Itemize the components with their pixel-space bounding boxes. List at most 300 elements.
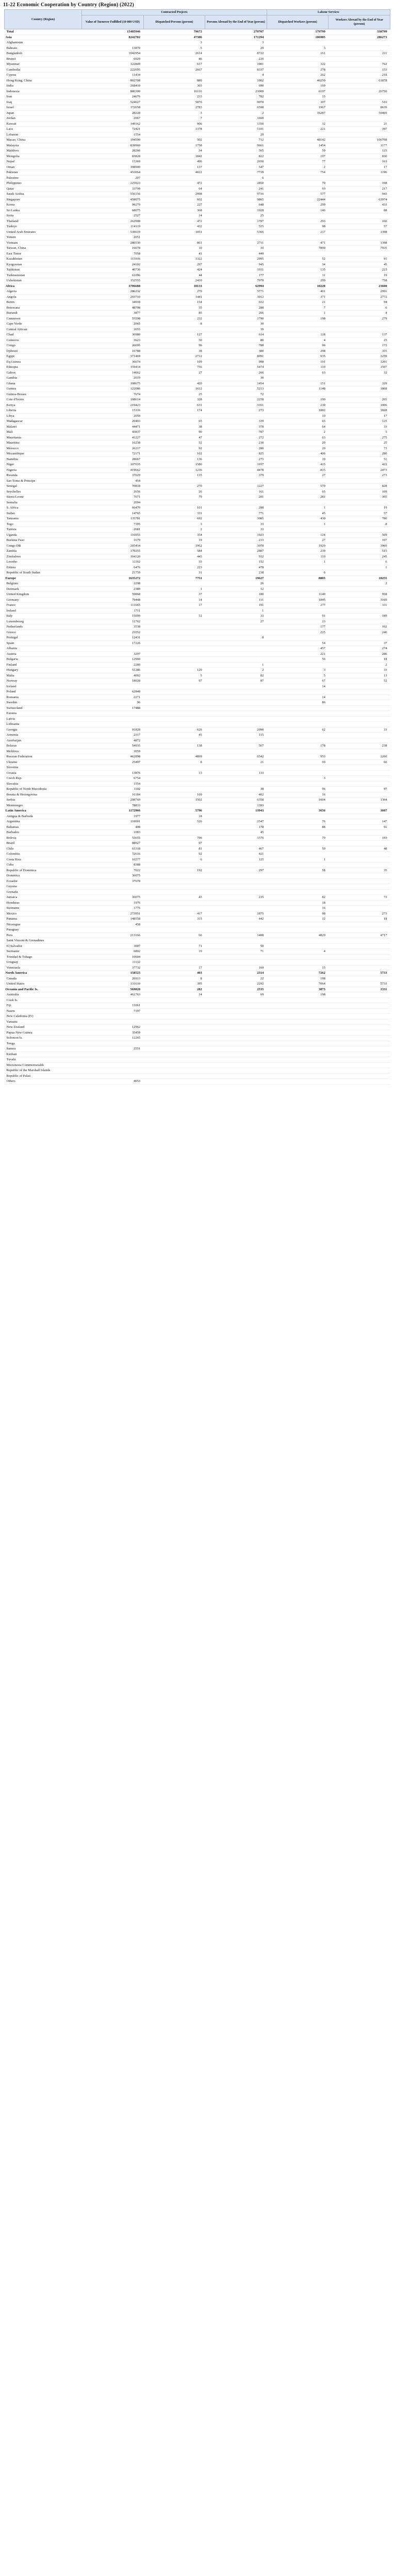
value-cell: [143, 997, 205, 1003]
value-cell: [205, 954, 267, 960]
value-cell: [205, 1025, 267, 1030]
value-cell: 146: [267, 208, 329, 213]
value-cell: 92: [143, 852, 205, 857]
value-cell: 303: [143, 83, 205, 89]
table-title: 11-22 Economic Cooperation by Country (Region) (2022): [3, 2, 134, 8]
country-cell: Uruguay: [5, 960, 82, 965]
value-cell: 3538: [82, 624, 144, 630]
value-cell: 6754: [82, 776, 144, 782]
value-cell: 7395: [82, 521, 144, 527]
table-row: [5, 808, 390, 814]
value-cell: [143, 1041, 205, 1046]
value-cell: [205, 1052, 267, 1057]
value-cell: 5: [143, 45, 205, 51]
value-cell: [267, 1079, 329, 1084]
country-cell: New Caledonia (Fr): [5, 1014, 82, 1020]
value-cell: 2712: [143, 354, 205, 360]
value-cell: 35: [329, 868, 390, 873]
value-cell: [267, 927, 329, 933]
value-cell: [267, 1062, 329, 1068]
table-row: [5, 267, 390, 273]
country-cell: Jamaica: [5, 895, 82, 901]
value-cell: 1758: [143, 143, 205, 148]
value-cell: 109: [329, 489, 390, 495]
value-cell: 110: [267, 365, 329, 370]
value-cell: 648: [205, 202, 267, 208]
header-group-contracted: Contracted Projects: [82, 10, 267, 15]
country-cell: Central African: [5, 327, 82, 332]
value-cell: 37732: [82, 965, 144, 971]
value-cell: 270: [143, 484, 205, 489]
table-row: [5, 511, 390, 516]
country-cell: Vanuatu: [5, 1019, 82, 1025]
value-cell: 932: [205, 554, 267, 560]
value-cell: 154: [143, 300, 205, 306]
value-cell: 46250: [267, 78, 329, 83]
table-row: [5, 694, 390, 700]
header-workers-abroad: Workers Abroad by the End of Year (person): [329, 15, 390, 29]
value-cell: 631: [143, 402, 205, 408]
value-cell: 18028: [82, 679, 144, 684]
country-cell: Tuvalu: [5, 1057, 82, 1063]
value-cell: 29: [205, 45, 267, 51]
value-cell: [205, 478, 267, 484]
value-cell: 1350: [205, 121, 267, 127]
value-cell: 1454: [205, 381, 267, 386]
country-cell: Cyprus: [5, 73, 82, 78]
value-cell: 1790: [205, 316, 267, 321]
value-cell: [143, 132, 205, 138]
country-cell: Macao, China: [5, 138, 82, 143]
value-cell: 273951: [82, 911, 144, 917]
value-cell: [143, 175, 205, 181]
value-cell: [329, 906, 390, 911]
value-cell: 266: [205, 311, 267, 316]
value-cell: 273: [329, 911, 390, 917]
table-row: [5, 402, 390, 408]
value-cell: [205, 1041, 267, 1046]
value-cell: 225923: [82, 181, 144, 187]
value-cell: 133: [205, 770, 267, 776]
value-cell: [205, 1062, 267, 1068]
value-cell: [205, 814, 267, 819]
table-row: [5, 700, 390, 706]
value-cell: 331: [143, 511, 205, 516]
country-cell: Israel: [5, 105, 82, 111]
country-cell: Colombia: [5, 852, 82, 857]
value-cell: 1201: [329, 359, 390, 365]
value-cell: 137: [329, 332, 390, 338]
country-cell: North America: [5, 971, 82, 976]
table-row: [5, 381, 390, 386]
table-row: [5, 738, 390, 743]
table-row: [5, 976, 390, 981]
country-cell: Costa Rica: [5, 857, 82, 862]
value-cell: 14765: [82, 511, 144, 516]
value-cell: 62: [267, 727, 329, 733]
country-cell: Austria: [5, 651, 82, 657]
table-row: [5, 327, 390, 332]
country-cell: Ethiopia: [5, 365, 82, 370]
value-cell: 958: [329, 592, 390, 598]
value-cell: 25: [205, 213, 267, 219]
country-cell: Bangladesh: [5, 51, 82, 57]
country-cell: Togo: [5, 521, 82, 527]
value-cell: 2410: [143, 278, 205, 284]
value-cell: 102: [329, 624, 390, 630]
value-cell: 90: [143, 430, 205, 435]
value-cell: 10604: [82, 954, 144, 960]
value-cell: 72616: [82, 852, 144, 857]
value-cell: [267, 705, 329, 711]
country-cell: Palestine: [5, 175, 82, 181]
country-cell: Iran: [5, 94, 82, 100]
table-row: [5, 570, 390, 576]
country-cell: Armenia: [5, 733, 82, 738]
value-cell: [267, 803, 329, 808]
value-cell: [205, 500, 267, 505]
value-cell: 21: [267, 300, 329, 306]
value-cell: 16577: [82, 857, 144, 862]
country-cell: Kuwait: [5, 121, 82, 127]
country-cell: Namibia: [5, 456, 82, 462]
header-dispatched-workers: Dispatched Workers (person): [267, 15, 329, 29]
value-cell: [143, 878, 205, 884]
value-cell: 59469: [329, 110, 390, 116]
value-cell: 16078: [82, 246, 144, 251]
value-cell: [82, 711, 144, 717]
value-cell: 3012: [205, 294, 267, 300]
table-row: [5, 251, 390, 257]
value-cell: [143, 873, 205, 879]
value-cell: 712: [205, 138, 267, 143]
value-cell: [267, 943, 329, 949]
value-cell: [329, 56, 390, 62]
value-cell: 5771: [205, 289, 267, 295]
value-cell: 50: [143, 337, 205, 343]
value-cell: [205, 738, 267, 743]
value-cell: 780: [329, 516, 390, 522]
value-cell: 3623: [82, 337, 144, 343]
value-cell: [329, 716, 390, 722]
value-cell: 65: [143, 419, 205, 425]
value-cell: 97: [143, 679, 205, 684]
value-cell: 91: [329, 824, 390, 830]
table-row: [5, 1041, 390, 1046]
table-row: [5, 906, 390, 911]
value-cell: 5876: [143, 99, 205, 105]
value-cell: [82, 1068, 144, 1074]
value-cell: 66: [143, 933, 205, 938]
value-cell: 38: [143, 348, 205, 354]
table-row: [5, 240, 390, 246]
country-cell: Finland: [5, 662, 82, 668]
value-cell: 1006: [329, 402, 390, 408]
value-cell: [267, 1052, 329, 1057]
value-cell: 3169: [329, 597, 390, 603]
value-cell: 4: [267, 337, 329, 343]
value-cell: 275: [205, 456, 267, 462]
value-cell: 213166: [82, 933, 144, 938]
value-cell: [143, 776, 205, 782]
table-row: [5, 581, 390, 587]
value-cell: 2: [329, 581, 390, 587]
country-cell: Chile: [5, 846, 82, 852]
table-row: [5, 386, 390, 392]
country-cell: Korea: [5, 202, 82, 208]
value-cell: 58: [267, 868, 329, 873]
value-cell: [205, 684, 267, 689]
value-cell: 771: [205, 511, 267, 516]
country-cell: Sierra Leone: [5, 495, 82, 500]
value-cell: 10: [205, 246, 267, 251]
value-cell: 16116: [143, 89, 205, 94]
country-cell: Saint Vincent & Grenadines: [5, 938, 82, 944]
table-row: [5, 484, 390, 489]
value-cell: [329, 527, 390, 533]
value-cell: 467: [205, 846, 267, 852]
value-cell: [329, 830, 390, 836]
value-cell: 239: [267, 549, 329, 554]
value-cell: 97: [329, 787, 390, 792]
table-row: [5, 1019, 390, 1025]
value-cell: 461763: [82, 992, 144, 998]
table-row: [5, 300, 390, 306]
value-cell: 7751: [143, 575, 205, 581]
country-cell: Sao Tome & Principe: [5, 478, 82, 484]
table-row: [5, 965, 390, 971]
value-cell: [267, 1036, 329, 1041]
value-cell: [143, 581, 205, 587]
value-cell: [82, 40, 144, 46]
table-row: [5, 868, 390, 873]
value-cell: 449: [205, 251, 267, 257]
table-row: [5, 78, 390, 83]
value-cell: 166: [329, 218, 390, 224]
table-row: [5, 321, 390, 327]
value-cell: [329, 1073, 390, 1079]
value-cell: [329, 781, 390, 787]
value-cell: 570: [267, 484, 329, 489]
table-row: [5, 159, 390, 165]
value-cell: [267, 116, 329, 122]
value-cell: 1454: [267, 143, 329, 148]
value-cell: [267, 608, 329, 614]
value-cell: 11762: [82, 619, 144, 624]
value-cell: [329, 500, 390, 505]
table-row: [5, 229, 390, 235]
value-cell: 1845: [267, 597, 329, 603]
country-cell: Luxembourg: [5, 619, 82, 624]
value-cell: 2389: [82, 586, 144, 592]
value-cell: [329, 992, 390, 998]
country-cell: East Timor: [5, 251, 82, 257]
value-cell: 148558: [82, 917, 144, 922]
value-cell: 50: [205, 943, 267, 949]
value-cell: 3: [205, 40, 267, 46]
value-cell: 171294: [205, 35, 267, 40]
country-cell: Belgium: [5, 581, 82, 587]
table-row: [5, 673, 390, 679]
value-cell: 18: [267, 900, 329, 906]
value-cell: 91: [329, 257, 390, 262]
table-row: [5, 954, 390, 960]
value-cell: 172658: [82, 105, 144, 111]
table-row: [5, 603, 390, 608]
value-cell: [329, 619, 390, 624]
value-cell: [329, 1019, 390, 1025]
value-cell: [82, 1041, 144, 1046]
table-row: [5, 446, 390, 451]
value-cell: 13870: [82, 45, 144, 51]
value-cell: 26913: [82, 976, 144, 981]
value-cell: 43837: [82, 430, 144, 435]
value-cell: 41227: [82, 435, 144, 440]
value-cell: [82, 1052, 144, 1057]
value-cell: 22: [205, 976, 267, 981]
table-row: [5, 987, 390, 992]
value-cell: 3: [143, 110, 205, 116]
table-row: [5, 554, 390, 560]
value-cell: 397: [329, 127, 390, 132]
value-cell: [205, 1030, 267, 1036]
value-cell: 178: [205, 824, 267, 830]
value-cell: 69: [267, 759, 329, 765]
value-cell: 72171: [82, 451, 144, 457]
value-cell: 3: [143, 521, 205, 527]
value-cell: 45: [329, 262, 390, 267]
value-cell: 23: [329, 337, 390, 343]
value-cell: 4478: [205, 467, 267, 473]
value-cell: [329, 392, 390, 397]
value-cell: [82, 1014, 144, 1020]
value-cell: 122086: [82, 386, 144, 392]
value-cell: 230: [205, 440, 267, 446]
value-cell: 861: [143, 240, 205, 246]
value-cell: [205, 906, 267, 911]
table-row: [5, 684, 390, 689]
table-row: [5, 505, 390, 511]
value-cell: 28667: [82, 456, 144, 462]
table-row: [5, 175, 390, 181]
value-cell: 96: [82, 700, 144, 706]
value-cell: 61096: [82, 273, 144, 278]
value-cell: 47306: [143, 35, 205, 40]
table-row: [5, 110, 390, 116]
country-cell: United States: [5, 981, 82, 987]
value-cell: [82, 927, 144, 933]
country-cell: Czech Rep.: [5, 776, 82, 782]
value-cell: [329, 776, 390, 782]
value-cell: 328: [143, 397, 205, 403]
table-row: [5, 803, 390, 808]
table-row: [5, 1008, 390, 1014]
value-cell: 106985: [267, 35, 329, 40]
table-row: [5, 971, 390, 976]
value-cell: 22444: [267, 197, 329, 202]
value-cell: [143, 500, 205, 505]
value-cell: [205, 651, 267, 657]
table-row: [5, 852, 390, 857]
table-row: [5, 365, 390, 370]
value-cell: 339: [205, 419, 267, 425]
country-cell: Albania: [5, 646, 82, 652]
value-cell: 79672: [143, 29, 205, 35]
table-header: [5, 10, 390, 29]
value-cell: 298769: [82, 798, 144, 803]
value-cell: 96: [143, 343, 205, 349]
value-cell: [205, 716, 267, 722]
country-cell: Uganda: [5, 532, 82, 538]
country-cell: Brunei: [5, 56, 82, 62]
country-cell: Liberia: [5, 408, 82, 414]
country-cell: Mali: [5, 430, 82, 435]
country-cell: Honduras: [5, 900, 82, 906]
table-row: [5, 489, 390, 495]
value-cell: 424: [143, 267, 205, 273]
value-cell: 788: [205, 343, 267, 349]
value-cell: 2995: [205, 257, 267, 262]
value-cell: [143, 635, 205, 641]
value-cell: 37: [329, 640, 390, 646]
value-cell: 457: [267, 646, 329, 652]
value-cell: [267, 132, 329, 138]
table-row: [5, 873, 390, 879]
country-cell: Cuba: [5, 862, 82, 868]
table-row: [5, 435, 390, 440]
value-cell: 6: [329, 305, 390, 311]
value-cell: 6542: [205, 754, 267, 760]
value-cell: 297: [205, 868, 267, 873]
value-cell: 5: [143, 673, 205, 679]
country-cell: Tunisia: [5, 527, 82, 533]
value-cell: [329, 922, 390, 927]
value-cell: 66470: [82, 505, 144, 511]
country-cell: Tonga: [5, 1041, 82, 1046]
table-row: [5, 798, 390, 803]
value-cell: [205, 689, 267, 695]
country-cell: Taiwan, China: [5, 246, 82, 251]
country-cell: Tajikistan: [5, 267, 82, 273]
country-cell: Cote d'Ivoire: [5, 397, 82, 403]
value-cell: [267, 662, 329, 668]
value-cell: 51286: [82, 668, 144, 673]
value-cell: 41: [143, 251, 205, 257]
country-cell: Sweden: [5, 700, 82, 706]
value-cell: [267, 884, 329, 890]
country-cell: Syria: [5, 213, 82, 219]
value-cell: 25: [143, 392, 205, 397]
value-cell: 355: [329, 348, 390, 354]
table-row: [5, 332, 390, 338]
value-cell: [143, 1036, 205, 1041]
value-cell: 371469: [82, 354, 144, 360]
table-row: [5, 1079, 390, 1084]
value-cell: 3607: [329, 808, 390, 814]
table-row: [5, 294, 390, 300]
value-cell: [329, 960, 390, 965]
country-cell: Dominica: [5, 873, 82, 879]
value-cell: 131610: [82, 981, 144, 987]
table-row: [5, 337, 390, 343]
value-cell: [267, 1046, 329, 1052]
value-cell: 106708: [329, 138, 390, 143]
value-cell: [329, 976, 390, 981]
country-cell: Bahrain: [5, 45, 82, 51]
value-cell: [329, 83, 390, 89]
value-cell: 59868: [82, 592, 144, 598]
country-cell: Gambia: [5, 376, 82, 381]
